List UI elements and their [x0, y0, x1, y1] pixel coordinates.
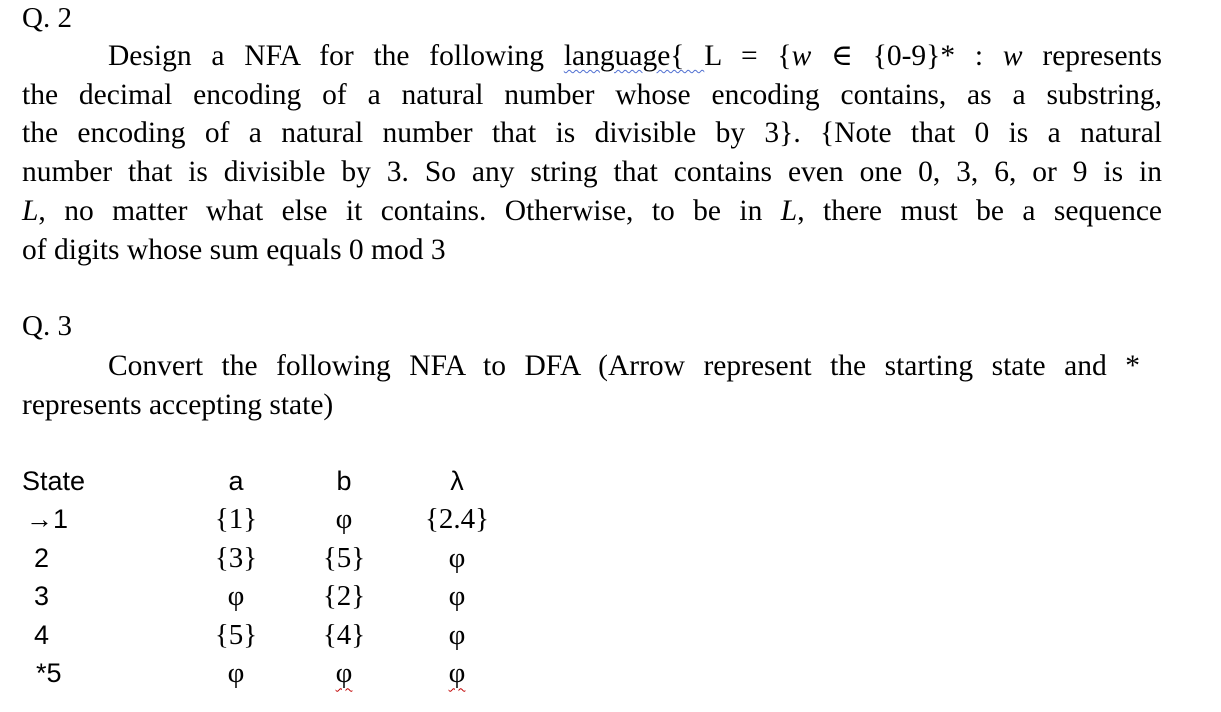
q2-line-1-part-b: L = { — [704, 40, 792, 72]
q2-line-5 — [22, 192, 1162, 231]
q2-line-2: the decimal encoding of a natural number whose encoding contains, as a substring, — [22, 78, 1162, 111]
q2-line-4: number that is divisible by 3. So any string that contains even one 0, 3, 6, or 9 is in — [22, 156, 1162, 189]
header-b: b — [336, 465, 352, 496]
table-row — [22, 655, 512, 694]
nfa-transition-table — [22, 462, 512, 693]
table-row — [22, 578, 512, 617]
table-row — [22, 616, 512, 655]
cell-lambda: φ — [448, 657, 466, 690]
cell-b: {5} — [322, 541, 366, 574]
cell-lambda: {2.4} — [424, 503, 490, 536]
cell-lambda: φ — [448, 580, 466, 613]
table-header-row — [22, 462, 512, 501]
q2-var-w: w — [791, 40, 812, 72]
q2-line-1 — [22, 37, 1162, 76]
cell-b: φ — [335, 657, 353, 690]
header-a: a — [228, 465, 244, 496]
question-2-text — [22, 37, 1162, 269]
q2-var-L-2: L — [780, 194, 798, 227]
q2-line-5-part-b: , there must be a sequence — [797, 194, 1163, 227]
state-cell: 2 — [34, 542, 50, 573]
state-cell: →1 — [26, 504, 69, 535]
cell-a: {3} — [214, 541, 258, 574]
header-lambda: λ — [450, 465, 464, 496]
cell-b: {4} — [322, 618, 366, 651]
cell-b: φ — [335, 503, 353, 536]
q3-line-1: Convert the following NFA to DFA (Arrow represent the starting state and * — [108, 350, 1140, 382]
question-2-label: Q. 2 — [22, 2, 72, 34]
cell-a: φ — [227, 657, 245, 690]
table-row — [22, 501, 512, 540]
question-3-label: Q. 3 — [22, 310, 72, 342]
state-cell: 4 — [34, 619, 50, 650]
q2-line-6: of digits whose sum equals 0 mod 3 — [22, 233, 446, 266]
cell-a: {1} — [214, 503, 258, 536]
cell-lambda: φ — [448, 618, 466, 651]
q2-line-1-part-d: represents — [1022, 40, 1162, 72]
cell-lambda: φ — [448, 541, 466, 574]
q3-line-2: represents accepting state) — [22, 388, 334, 421]
q2-spellcheck-word: language{ — [563, 40, 705, 72]
header-state: State — [22, 465, 86, 496]
cell-a: φ — [227, 580, 245, 613]
table-row — [22, 539, 512, 578]
cell-a: {5} — [214, 618, 258, 651]
state-cell: *5 — [36, 658, 62, 689]
cell-b: {2} — [322, 580, 366, 613]
state-cell: 3 — [34, 581, 50, 612]
q2-line-5-part-a: , no matter what else it contains. Otherwise, to be in — [38, 194, 781, 227]
q2-line-3: the encoding of a natural number that is divisible by 3}. {Note that 0 is a natural — [22, 117, 1162, 150]
q2-var-L: L — [22, 194, 39, 227]
q2-line-1-part-c: ∈ {0-9}* : — [811, 40, 1003, 72]
q2-line-1-part-a: Design a NFA for the following — [108, 40, 564, 72]
question-3-text — [22, 347, 1140, 424]
q2-var-w-2: w — [1002, 40, 1023, 72]
